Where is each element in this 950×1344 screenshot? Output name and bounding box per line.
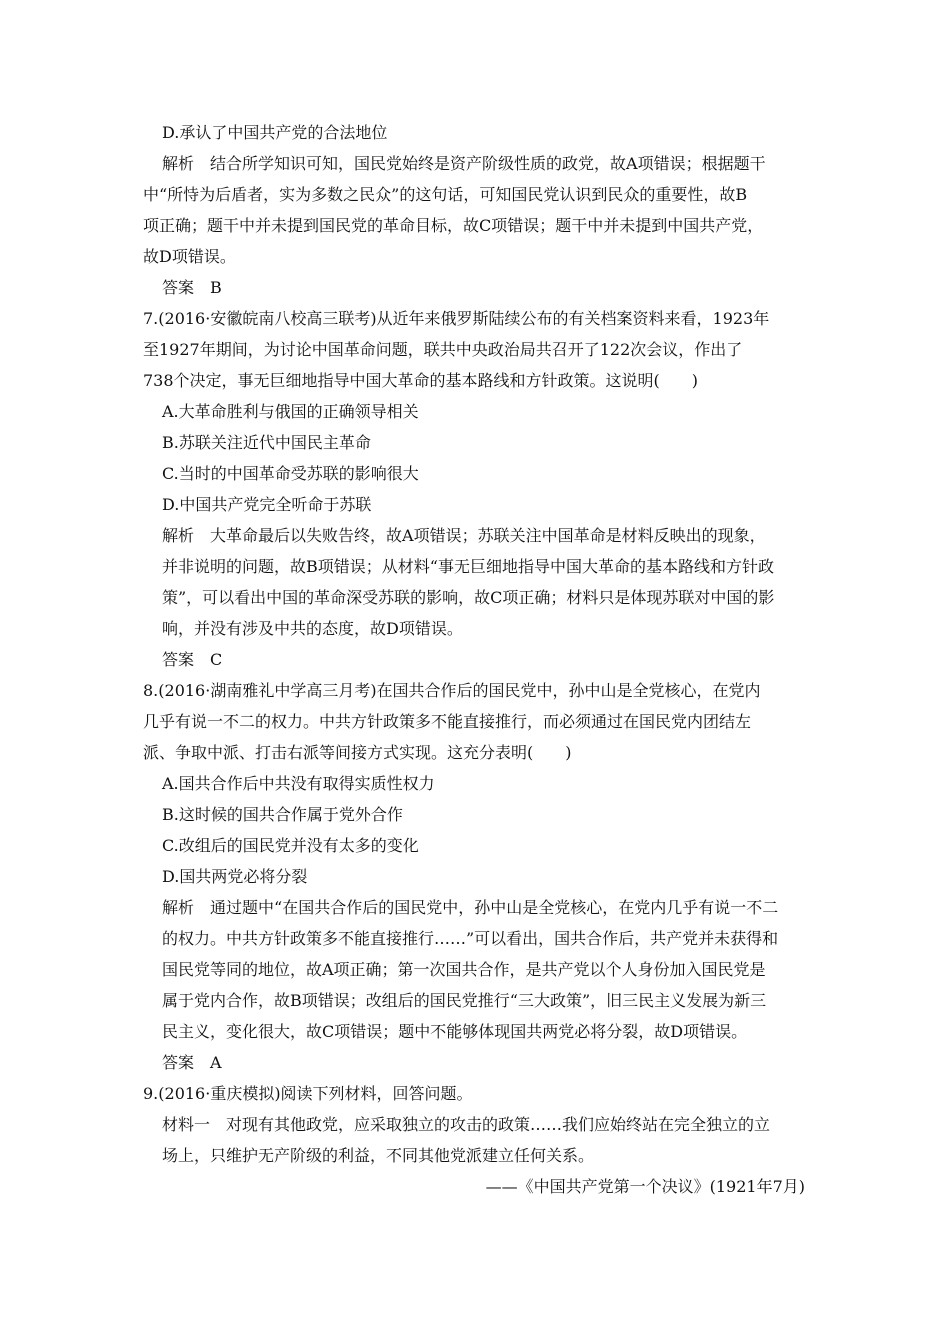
- q7-analysis-line-3: 策”，可以看出中国的革命深受苏联的影响，故C项正确；材料只是体现苏联对中国的影: [162, 588, 775, 607]
- q8-answer-label: 答案: [162, 1053, 195, 1072]
- q7-stem-line-1: 7.(2016·安徽皖南八校高三联考)从近年来俄罗斯陆续公布的有关档案资料来看，1923年: [143, 309, 770, 328]
- q7-option-d: D.中国共产党完全听命于苏联: [162, 495, 372, 514]
- q7-answer-value: C: [210, 650, 223, 669]
- q6-answer-label: 答案: [162, 278, 195, 297]
- q8-analysis-label: 解析: [162, 898, 195, 917]
- q6-analysis-line-1: 解析 结合所学知识可知，国民党始终是资产阶级性质的政党，故A项错误；根据题干: [162, 154, 766, 173]
- q7-answer: [162, 649, 222, 671]
- q8-option-b: B.这时候的国共合作属于党外合作: [162, 805, 403, 824]
- q8-analysis-line-2: 的权力。中共方针政策多不能直接推行……”可以看出，国共合作后，共产党并未获得和: [162, 929, 779, 948]
- q7-analysis-line-2: 并非说明的问题，故B项错误；从材料“事无巨细地指导中国大革命的基本路线和方针政: [162, 557, 774, 576]
- q6-answer: [162, 277, 222, 299]
- q6-analysis-line-2: 中“所恃为后盾者，实为多数之民众”的这句话，可知国民党认识到民众的重要性，故B: [143, 185, 748, 204]
- q9-stem: 9.(2016·重庆模拟)阅读下列材料，回答问题。: [143, 1084, 473, 1103]
- q6-option-d: D.承认了中国共产党的合法地位: [162, 123, 388, 142]
- q9-material1-line-2: 场上，只维护无产阶级的利益，不同其他党派建立任何关系。: [162, 1146, 595, 1165]
- q6-answer-value: B: [210, 278, 222, 297]
- q8-analysis-line-5: 民主义，变化很大，故C项错误；题中不能够体现国共两党必将分裂，故D项错误。: [162, 1022, 748, 1041]
- q9-material1-line-1: 材料一 对现有其他政党，应采取独立的攻击的政策……我们应始终站在完全独立的立: [162, 1115, 771, 1134]
- q8-stem-line-3: 派、争取中派、打击右派等间接方式实现。这充分表明( ): [143, 743, 572, 762]
- q8-option-d: D.国共两党必将分裂: [162, 867, 308, 886]
- q8-analysis-line-1: 解析 通过题中“在国共合作后的国民党中，孙中山是全党核心，在党内几乎有说一不二: [162, 898, 779, 917]
- q7-answer-label: 答案: [162, 650, 195, 669]
- q8-analysis-line-3: 国民党等同的地位，故A项正确；第一次国共合作，是共产党以个人身份加入国民党是: [162, 960, 766, 979]
- q8-option-a: A.国共合作后中共没有取得实质性权力: [162, 774, 435, 793]
- q7-analysis-label: 解析: [162, 526, 195, 545]
- q6-analysis-line-4: 故D项错误。: [143, 247, 236, 266]
- q7-option-c: C.当时的中国革命受苏联的影响很大: [162, 464, 419, 483]
- q8-option-c: C.改组后的国民党并没有太多的变化: [162, 836, 419, 855]
- q8-answer: [162, 1052, 222, 1074]
- q6-analysis-line-3: 项正确；题干中并未提到国民党的革命目标，故C项错误；题干中并未提到中国共产党，: [143, 216, 764, 235]
- q8-stem-line-1: 8.(2016·湖南雅礼中学高三月考)在国共合作后的国民党中，孙中山是全党核心，在党内: [143, 681, 761, 700]
- q7-option-a: A.大革命胜利与俄国的正确领导相关: [162, 402, 419, 421]
- q8-answer-value: A: [210, 1053, 222, 1072]
- q7-stem-line-3: 738个决定，事无巨细地指导中国大革命的基本路线和方针政策。这说明( ): [143, 371, 699, 390]
- q7-option-b: B.苏联关注近代中国民主革命: [162, 433, 371, 452]
- q8-analysis-line-4: 属于党内合作，故B项错误；改组后的国民党推行“三大政策”，旧三民主义发展为新三: [162, 991, 767, 1010]
- q9-material1-label: 材料一: [162, 1115, 211, 1134]
- q7-analysis-line-1: 解析 大革命最后以失败告终，故A项错误；苏联关注中国革命是材料反映出的现象，: [162, 526, 766, 545]
- q7-stem-line-2: 至1927年期间，为讨论中国革命问题，联共中央政治局共召开了122次会议，作出了: [143, 340, 743, 359]
- q9-material1-source: ——《中国共产党第一个决议》(1921年7月): [485, 1177, 805, 1196]
- q8-stem-line-2: 几乎有说一不二的权力。中共方针政策多不能直接推行，而必须通过在国民党内团结左: [143, 712, 752, 731]
- q7-analysis-line-4: 响，并没有涉及中共的态度，故D项错误。: [162, 619, 463, 638]
- q6-analysis-label: 解析: [162, 154, 195, 173]
